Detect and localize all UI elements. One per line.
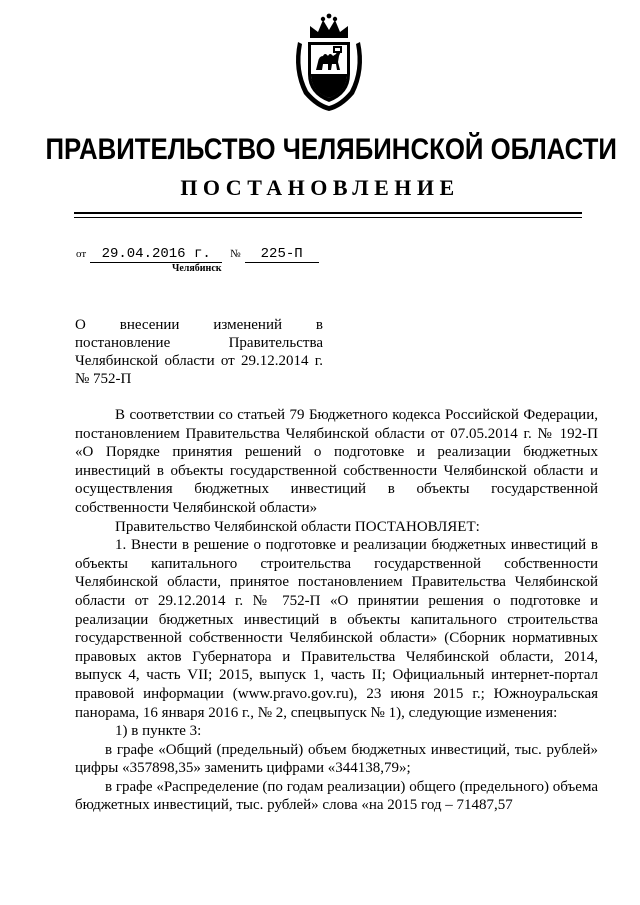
subject-line: постановление Правительства [75,335,323,351]
document-type: ПОСТАНОВЛЕНИЕ [180,175,460,200]
subject-line: № 752-П [75,371,132,387]
date-prefix: от [76,248,87,260]
subject-line: Челябинской области от 29.12.2014 г. [75,353,323,369]
subject-line: О внесении изменений в [75,317,323,333]
paragraph-subitem-1: 1) в пункте 3: [115,723,202,740]
date-number-line [76,246,319,263]
document-number: 225-П [245,246,319,263]
paragraph-change-2: в графе «Распределение (по годам реализации) общего (предельного) объема бюджетных инвестиций, тыс. рублей» слова «на 2015 год – 71487,57 [75,778,598,814]
paragraph-item-1: 1. Внести в решение о подготовке и реализации бюджетных инвестиций в объекты капитального строительства государственной собственности Челябинской области, принятое постановлением Правительства Челябинской области от 29.12.2014 г. № 752-П «О принятии решения о подготовке и реализации бюджетных инвестиций в объекты капитального строительства государственной собственности Челябинской области» (Сборник нормативных правовых актов Губернатора и Правительства Челябинской области, 2014, выпуск 4, часть VII; 2015, выпуск 1, часть II; Официальный интернет-портал правовой информации (www.pravo.gov.ru), 23 июня 2015 г.; Южноуральская панорама, 16 января 2016 г., № 2, спецвыпуск № 1), следующие изменения: [75,537,598,721]
paragraph-resolves: Правительство Челябинской области ПОСТАНОВЛЯЕТ: [115,518,480,535]
document-date: 29.04.2016 г. [90,246,222,263]
paragraph-basis: В соответствии со статьей 79 Бюджетного кодекса Российской Федерации, постановлением Правительства Челябинской области от 07.05.2014 г. № 192-П «О Порядке принятия решений о подготовке и реализации бюджетных инвестиций в объекты государственной собственности Челябинской области и осуществления бюджетных инвестиций в объекты государственной собственности Челябинской области» [75,407,598,516]
city-name: Челябинск [172,263,222,274]
document-subject [75,316,323,388]
government-title: ПРАВИТЕЛЬСТВО ЧЕЛЯБИНСКОЙ ОБЛАСТИ [45,133,617,166]
header-rule-thick [74,212,582,214]
paragraph-change-1: в графе «Общий (предельный) объем бюджетных инвестиций, тыс. рублей» цифры «357898,35» заменить цифрами «344138,79»; [75,741,598,777]
number-sign: № [230,248,241,260]
header-rule-thin [74,217,582,218]
document-body [75,406,598,815]
coat-of-arms-icon [288,12,370,112]
